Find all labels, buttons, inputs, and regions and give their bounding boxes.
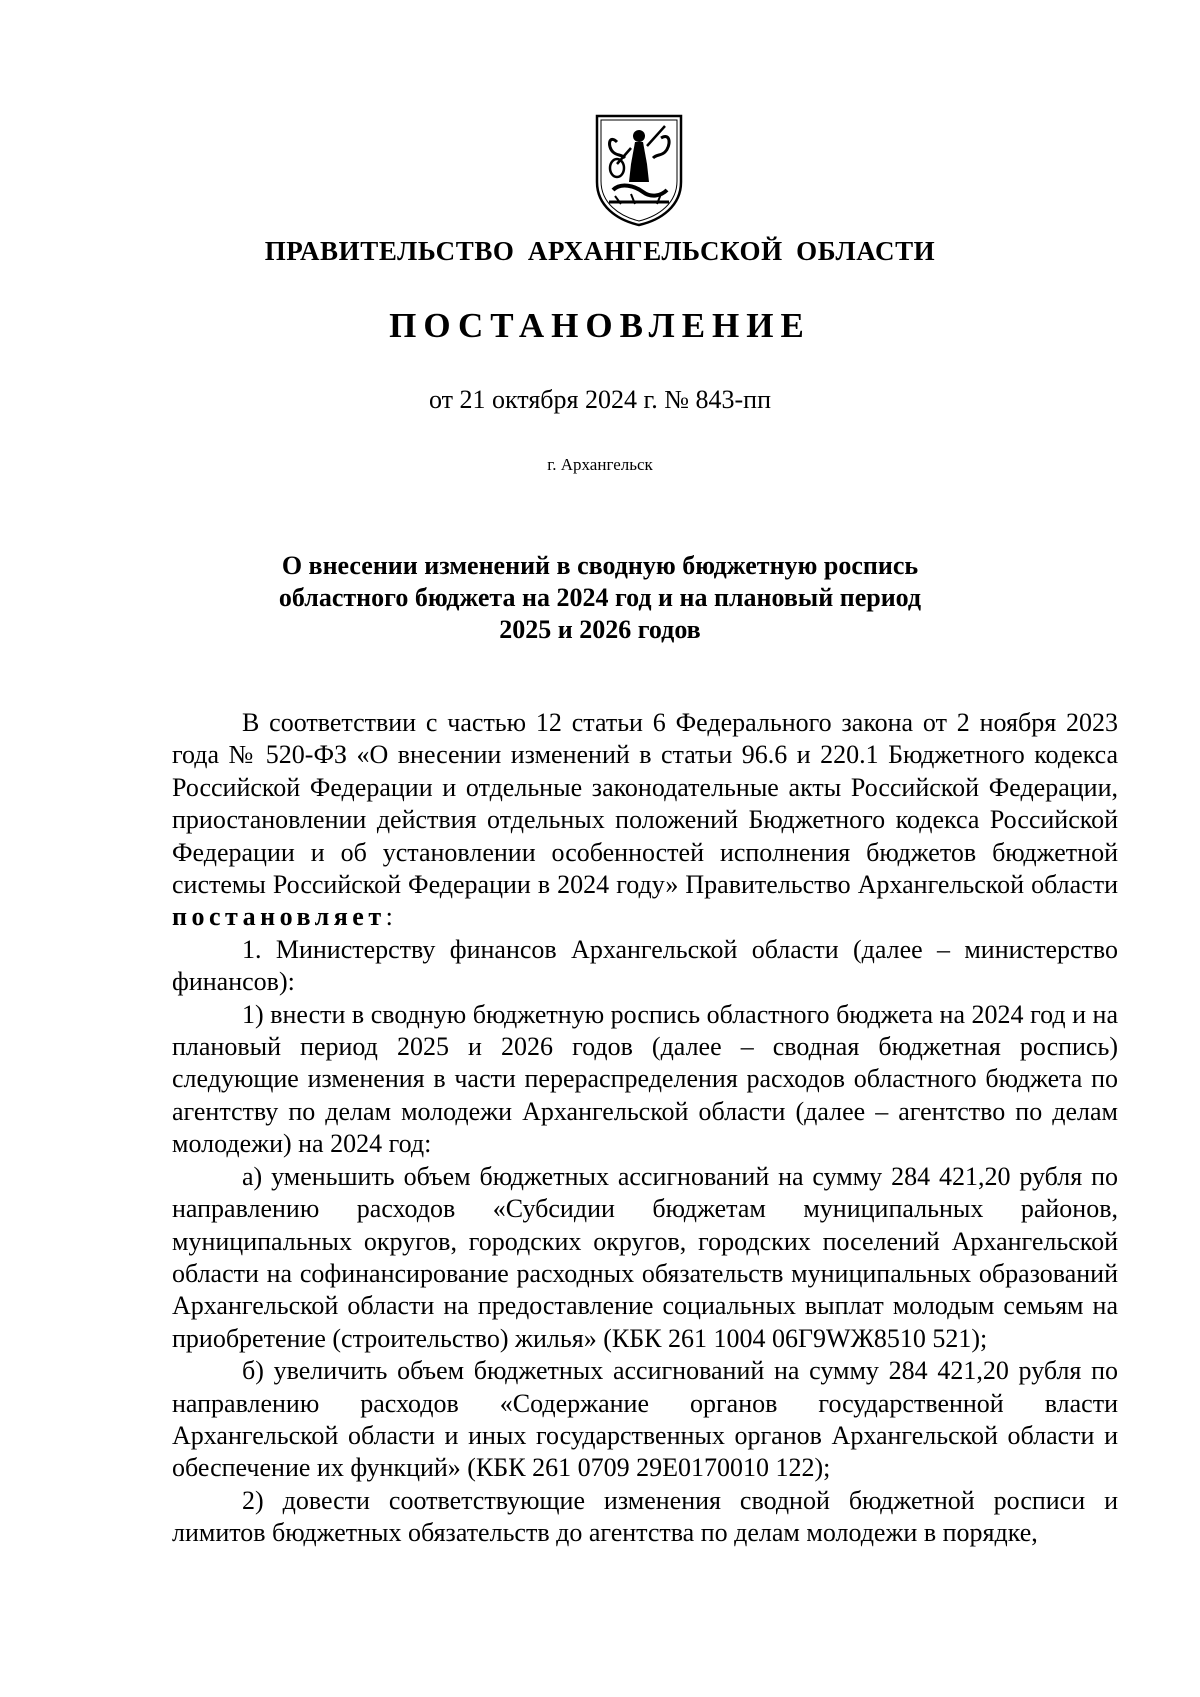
paragraph-subitem-a: а) уменьшить объем бюджетных ассигнований на сумму 284 421,20 рубля по направлению расходов «Субсидии бюджетам муниципальных районов, муниципальных округов, городских округов, городских поселений Архангельской области на софинансирование расходных обязательств муниципальных образований Архангельской области на предоставление социальных выплат молодым семьям на приобретение (строительство) жилья» (КБК 261 1004 06Г9WЖ8510 521); [172, 1161, 1118, 1353]
paragraph-subitem-2: 2) довести соответствующие изменения сводной бюджетной росписи и лимитов бюджетных обязательств до агентства по делам молодежи в порядке, [172, 1485, 1118, 1548]
decree-subject [200, 550, 1000, 646]
decree-title: ПОСТАНОВЛЕНИЕ [389, 306, 811, 345]
coat-of-arms-icon [591, 112, 687, 228]
decree-body [172, 707, 1118, 1550]
subject-line-2: областного бюджета на 2024 год и на плановый период [278, 583, 922, 612]
paragraph-subitem-b: б) увеличить объем бюджетных ассигнований на сумму 284 421,20 рубля по направлению расходов «Содержание органов государственной власти Архангельской области и иных государственных органов Архангельской области и обеспечение их функций» (КБК 261 0709 29Е0170010 122); [172, 1356, 1118, 1483]
subject-line-3: 2025 и 2026 годов [499, 615, 701, 644]
decree-date-number: от 21 октября 2024 г. № 843-пп [429, 385, 771, 414]
preamble-colon: : [385, 902, 393, 932]
resolves-word: постановляет [172, 902, 386, 932]
paragraph-item-1: 1. Министерству финансов Архангельской области (далее – министерство финансов): [172, 934, 1118, 997]
government-name: ПРАВИТЕЛЬСТВО АРХАНГЕЛЬСКОЙ ОБЛАСТИ [264, 236, 936, 266]
decree-city: г. Архангельск [547, 455, 653, 474]
subject-line-1: О внесении изменений в сводную бюджетную роспись [281, 551, 919, 580]
paragraph-preamble [172, 707, 1118, 934]
preamble-text: В соответствии с частью 12 статьи 6 Федерального закона от 2 ноября 2023 года № 520-ФЗ «О внесении изменений в статьи 96.6 и 220.1 Бюджетного кодекса Российской Федерации и отдельные законодательные акты Российской Федерации, приостановлении действия отдельных положений Бюджетного кодекса Российской Федерации и об установлении особенностей исполнения бюджетов бюджетной системы Российской Федерации в 2024 году» Правительство Архангельской области [172, 708, 1118, 900]
paragraph-subitem-1: 1) внести в сводную бюджетную роспись областного бюджета на 2024 год и на плановый период 2025 и 2026 годов (далее – сводная бюджетная роспись) следующие изменения в части перераспределения расходов областного бюджета по агентству по делам молодежи Архангельской области (далее – агентство по делам молодежи) на 2024 год: [172, 999, 1118, 1159]
